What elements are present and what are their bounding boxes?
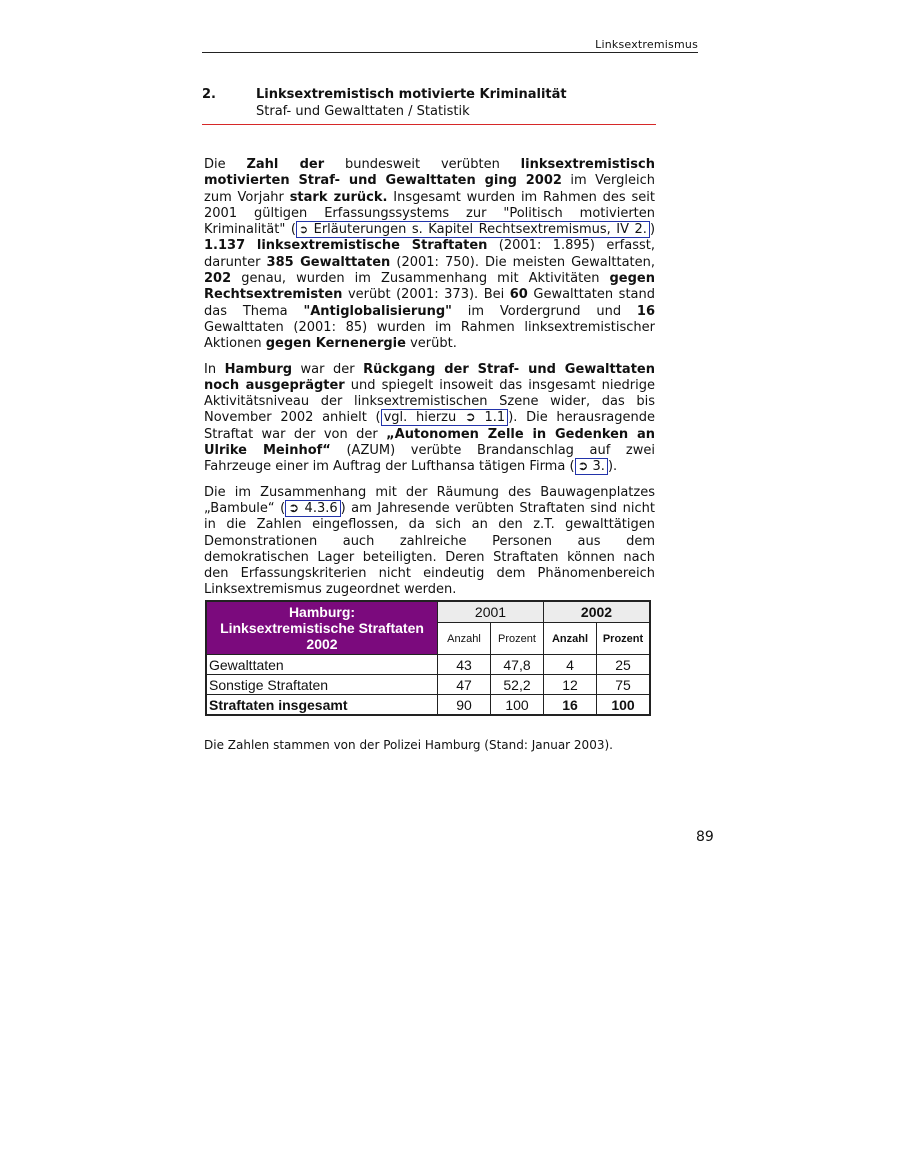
text-run: ) [649,222,656,238]
text-run: Gewalttaten stand das Thema [204,287,655,319]
section-number: 2. [202,87,216,102]
section-heading [202,86,656,125]
text-run: war der [292,361,364,377]
text-run: Zahl der [246,157,325,172]
col-header-prozent-2001: Prozent [491,623,544,655]
text-run: „Autonomen Zelle in Gedenken an Ulrike Meinhof“ [204,426,655,459]
text-run: "Antiglobalisierung" [303,303,452,319]
text-run: Insgesamt wurden im Rahmen des seit 2001 gültigen Erfassungssystems zur "Politisch motivierten Kriminalität" ( [204,189,655,238]
link-text: Erläuterungen s. Kapitel Rechtsextremismus, IV 2. [308,222,647,238]
cell-anzahl-2001: 47 [438,675,491,695]
year-header-2001: 2001 [438,601,544,623]
text-run: (2001: 750). Die meisten Gewalttaten, [390,254,656,270]
row-label: Straftaten insgesamt [206,695,438,716]
cell-anzahl-2002: 16 [544,695,597,716]
text-run: 16 [636,303,655,319]
text-run: Gewalttaten (2001: 85) wurden im Rahmen linksextremistischer Aktionen [204,319,655,352]
statistics-table [205,600,651,716]
text-run: genau, wurden im Zusammenhang mit Aktivitäten [231,271,610,287]
cell-prozent-2002: 100 [597,695,651,716]
text-run: bundesweit verübten [324,157,521,172]
text-run: gegen Rechtsextremisten [204,271,655,303]
crossref-link-1-1[interactable]: vgl. hierzu ➲ 1.1 [381,409,509,426]
text-run: gegen Kernenergie [265,336,406,352]
cell-prozent-2002: 25 [597,655,651,675]
source-note: Die Zahlen stammen von der Polizei Hamburg (Stand: Januar 2003). [204,738,613,752]
text-run: Die im Zusammenhang mit der Räumung des Bauwagenplatzes „Bambule“ ( [204,484,655,516]
text-run: stark zurück. [289,189,388,205]
cell-anzahl-2001: 43 [438,655,491,675]
text-run: 60 [509,287,528,303]
text-run: und spiegelt insoweit das insgesamt niedrige Aktivitätsniveau der linksextremistischen Szene wider, das bis November 2002 anhielt ( [204,377,655,426]
text-run: im Vergleich zum Vorjahr [204,173,655,205]
cell-anzahl-2001: 90 [438,695,491,716]
text-run: Rückgang der Straf- und Gewalttaten noch ausgeprägter [204,361,655,393]
cell-prozent-2001: 100 [491,695,544,716]
cell-prozent-2001: 52,2 [491,675,544,695]
crossref-link-3[interactable]: ➲ 3. [575,458,608,475]
table-row-total [206,695,650,716]
text-run: ). Die herausragende Straftat war der von der [204,410,655,442]
text-run: 385 Gewalttaten [266,254,391,270]
paragraph-2 [204,362,655,476]
text-run: Die [204,157,247,172]
col-header-prozent-2002: Prozent [597,623,651,655]
page-number: 89 [696,829,714,845]
table-row [206,675,650,695]
cell-anzahl-2002: 12 [544,675,597,695]
section-subtitle: Straf- und Gewalttaten / Statistik [256,104,470,119]
cell-prozent-2001: 47,8 [491,655,544,675]
col-header-anzahl-2001: Anzahl [438,623,491,655]
text-run: (AZUM) verübte Brandanschlag auf zwei Fahrzeuge einer im Auftrag der Lufthansa tätigen Firma ( [204,443,655,475]
table-header-line-2: Linksextremistische Straftaten 2002 [220,620,424,652]
text-run: ) am Jahresende verübten Straftaten sind nicht in die Zahlen eingeflossen, da sich an den z.T. gewalttätigen Demonstrationen auch zahlreiche Personen aus dem demokratischen Lager beteiligten. Deren Straftaten können nach den Erfassungskriterien nicht eindeutig dem Phänomenbereich Linksextremismus zugeordnet werden. [204,500,655,598]
cell-prozent-2002: 75 [597,675,651,695]
arrow-icon: ➲ [298,223,309,237]
running-head: Linksextremismus [202,38,698,53]
text-run: 1.137 linksextremistische Straftaten [204,238,488,254]
text-run: (2001: 1.895) erfasst, darunter [204,238,655,270]
text-run: In [204,361,225,377]
col-header-anzahl-2002: Anzahl [544,623,597,655]
table-header-line-1: Hamburg: [288,604,356,620]
paragraph-1 [204,157,655,353]
section-title: Linksextremistisch motivierte Kriminalität [256,87,567,102]
text-run: linksextremistisch motivierten Straf- und Gewalttaten ging 2002 [204,157,655,189]
crossref-link-erlaeuterungen[interactable] [296,221,650,238]
text-run: im Vordergrund und [451,303,637,319]
body-text [204,157,655,608]
text-run: Hamburg [224,361,293,377]
row-label: Gewalttaten [206,655,438,675]
year-header-2002: 2002 [544,601,651,623]
text-run: verübt. [405,336,457,352]
text-run: verübt (2001: 373). Bei [342,287,510,303]
table-row [206,655,650,675]
text-run: ). [607,459,618,475]
text-run: 202 [204,271,232,287]
table-header-title [206,601,438,655]
crossref-link-4-3-6[interactable]: ➲ 4.3.6 [285,500,340,517]
paragraph-3 [204,485,655,599]
row-label: Sonstige Straftaten [206,675,438,695]
cell-anzahl-2002: 4 [544,655,597,675]
